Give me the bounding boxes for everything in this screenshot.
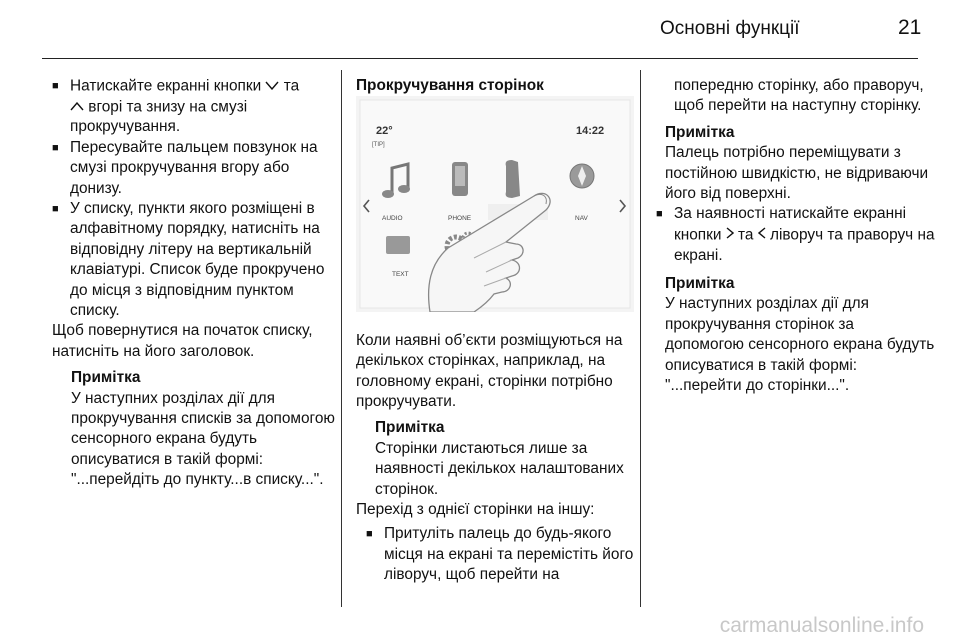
column-2 [356, 76, 638, 586]
screen-temperature: 22° [376, 125, 393, 138]
screen-tip: [TIP] [372, 142, 385, 149]
note-text: У наступних розділах дії для прокручування списків за допомогою сенсорного екрана будуть описуватися в такій формі: "...перейдіть до пункту...в списку...". [71, 389, 335, 489]
column-divider-2 [640, 70, 641, 607]
note-title: Примітка [665, 274, 735, 292]
bullet-drag-slider: ■ Пересувайте пальцем повзунок на смузі прокручування вгору або донизу. [52, 138, 337, 199]
bullet-swipe-continued: попередню сторінку, або праворуч, щоб перейти на наступну сторінку. [674, 77, 924, 115]
paragraph-page-switch: Перехід з однієї сторінки на іншу: [356, 501, 595, 519]
chevron-right-icon [726, 225, 734, 245]
section-heading: Прокручування сторінок [356, 77, 544, 94]
column-divider-1 [341, 70, 342, 607]
bullet-swipe: ■ Притуліть палець до будь-якого місця на екрані та перемістіть його ліворуч, щоб перейти на [366, 524, 638, 585]
text-message-icon [386, 236, 410, 254]
watermark: carmanualsonline.info [719, 614, 924, 637]
svg-text:PHONE: PHONE [448, 215, 472, 223]
chevron-down-icon [265, 76, 279, 96]
chevron-left-icon [758, 225, 766, 245]
note-text: Сторінки листаються лише за наявності декількох налаштованих сторінок. [375, 439, 624, 498]
paragraph-multiple-pages: Коли наявні об’єкти розміщуються на декількох сторінках, наприклад, на головному екрані, сторінки потрібно прокручувати. [356, 331, 623, 411]
chevron-up-icon [70, 97, 84, 117]
note-title: Примітка [375, 419, 445, 437]
screen-time: 14:22 [576, 125, 605, 138]
note-block-2 [356, 418, 638, 500]
note-block-3 [656, 123, 936, 205]
note-text: Палець потрібно переміщувати з постійною швидкістю, не відриваючи його від поверхні. [665, 144, 929, 203]
note-block-1 [52, 368, 337, 490]
column-1 [52, 76, 337, 491]
note-title: Примітка [71, 369, 141, 387]
header-divider [42, 58, 918, 59]
bullet-alphabet-list: ■ У списку, пункти якого розміщені в алфавітному порядку, натисніть на відповідну літеру на вертикальній клавіатурі. Список буде прокручено до місця з відповідним пунктом списку. [52, 199, 337, 321]
paragraph-list-header: Щоб повернутися на початок списку, натисніть на його заголовок. [52, 322, 313, 360]
column-3 [656, 76, 936, 396]
note-title: Примітка [665, 123, 735, 141]
svg-text:NAV: NAV [575, 215, 588, 223]
page-title: Основні функції [660, 18, 800, 39]
home-screen-illustration [356, 96, 634, 312]
note-text: У наступних розділах дії для прокручування сторінок за допомогою сенсорного екрана будуть описуватися в такій формі: "...перейти до сторінки...". [665, 295, 935, 394]
note-block-4 [656, 274, 936, 396]
handset-icon [506, 160, 520, 198]
bullet-scroll-buttons: ■ Натискайте екранні кнопки та вгорі та знизу на смузі прокручування. [52, 76, 337, 138]
page-number: 21 [898, 16, 922, 39]
svg-text:TEXT: TEXT [392, 271, 409, 279]
svg-text:AUDIO: AUDIO [382, 215, 403, 223]
bullet-page-arrows: ■ За наявності натискайте екранні кнопки та ліворуч та праворуч на екрані. [656, 204, 936, 265]
